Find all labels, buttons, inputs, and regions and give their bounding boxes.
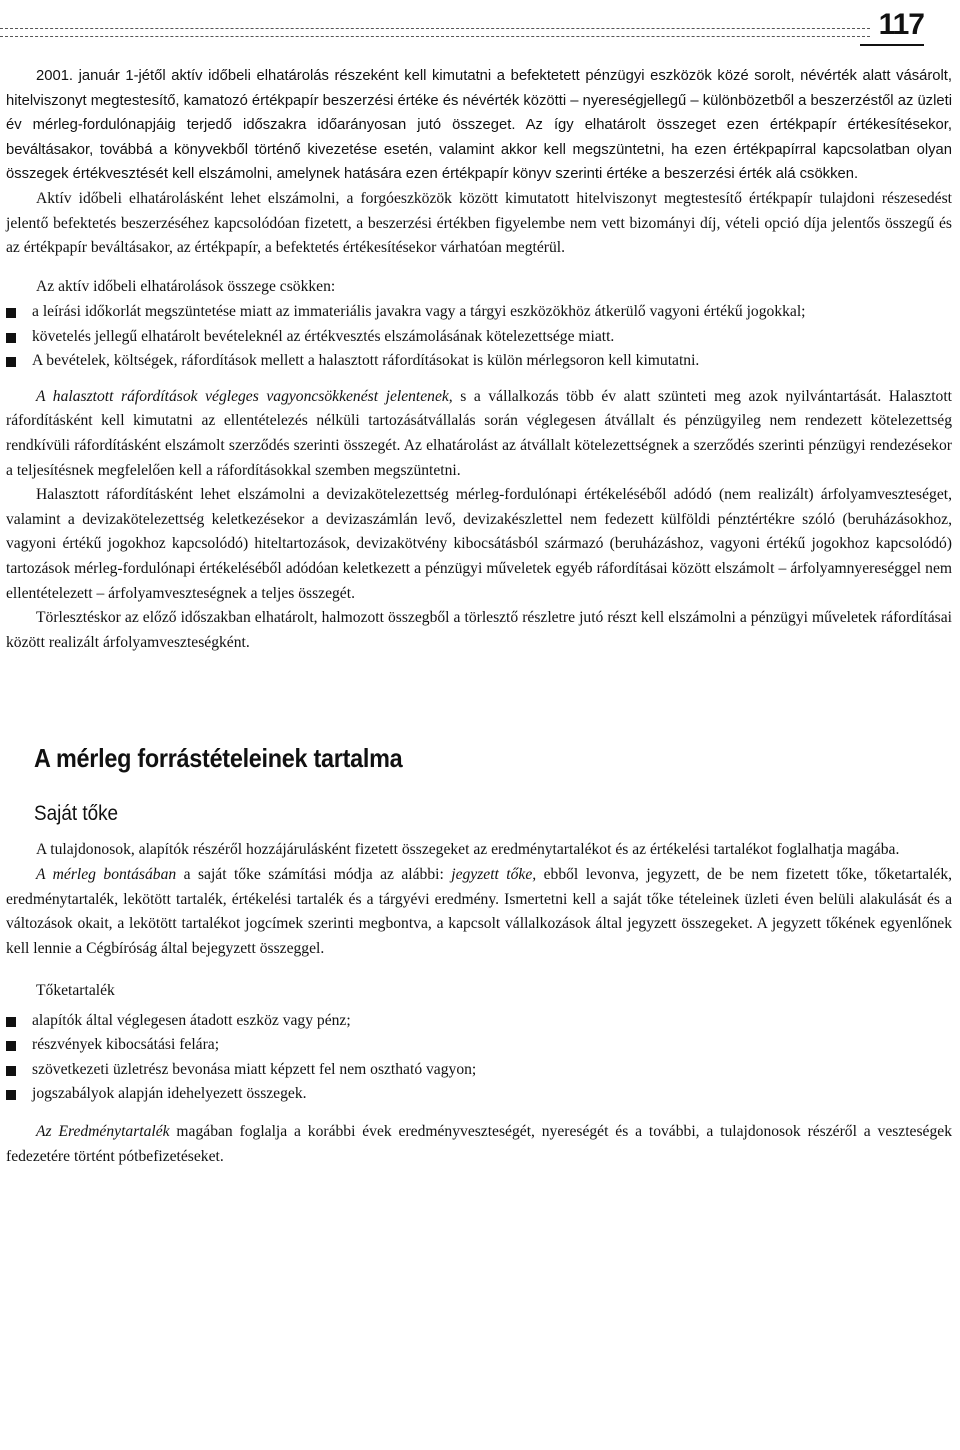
paragraph-text-cont: Az így elhatárolt összeget ezen értékpapír értékesítésekor, beváltásakor, továbbá a könyvekből történő kivezetése esetén, valamint akkor kell megszüntetni, ha ezen értékpapírral kapcsolatban olyan összegek értékvesztését kell elszámolni, amelynek hatására ezen értékpapír könyv szerinti értéke a beszerzési érték alá csökken. xyxy=(6,117,953,183)
paragraph-deferred-expenses: A halasztott ráfordítások végleges vagyoncsökkenést jelentenek, s a vállalkozás több év alatt szünteti meg azok nyilvántartását. Halasztott ráfordításként kell kimutatni az ellentételezés nélküli tartozásátvállalás során véglegesen átvállalt és pénzügyileg nem rendezett kötelezettség rendkívüli ráfordításként elszámolt szerződés szerinti összegét. Az elhatárolást az átvállalt kötelezettségnek a szerződés szerinti pénzügyi rendezésekor a teljesítésnek megfelelően kell a ráfordításokkal szemben megszüntetni. xyxy=(6,387,952,479)
header-rule-top xyxy=(0,28,870,29)
emphasis: A mérleg bontásában xyxy=(36,865,177,883)
bullet-square-icon xyxy=(6,357,16,367)
paragraph-equity-breakdown: A mérleg bontásában a saját tőke számítási módja az alábbi: jegyzett tőke, ebből levonva, jegyzett, de be nem fizetett tőke, tőketartalék, eredménytartalék, lekötött tartalék, értékelési tartalék és a tárgyévi eredmény. Ismertetni kell a saját tőke tételeinek üzleti éven belüli alakulását és a változások okait, a lekötött tartalékot jogcímek szerinti megbontva, a kapcsolt vállalkozások által jegyzett összegeket. A jegyzett tőkének egyenlőnek kell lennie a Cégbíróság által bejegyzett összeggel. xyxy=(6,865,953,957)
capital-reserve-list xyxy=(6,1010,952,1106)
bullet-square-icon xyxy=(6,1041,16,1051)
page-content xyxy=(6,64,952,1169)
paragraph-repayment: Törlesztéskor az előző időszakban elhatárolt, halmozott összegből a törlesztő részletre jutó részt kell elszámolni a pénzügyi műveletek ráfordításai között realizált árfolyamveszteségként. xyxy=(6,609,952,651)
header-rule-bottom xyxy=(0,36,870,37)
list-title: Tőketartalék xyxy=(36,982,115,1000)
list-item: a leírási időkorlát megszüntetése miatt az immateriális javakra vagy a tárgyi eszközökhöz átkerülő vagyoni értékű jogokkal; xyxy=(6,301,952,324)
paragraph-retained-earnings: Az Eredménytartalék magában foglalja a korábbi évek eredményveszteségét, nyereségét és a további, a tulajdonosok részéről a veszteségek fedezetére történt pótbefizetéseket. xyxy=(6,1122,952,1165)
page-number-underline xyxy=(860,44,924,46)
list-item: jogszabályok alapján idehelyezett összegek. xyxy=(6,1083,952,1106)
list-intro: Az aktív időbeli elhatárolások összege csökken: xyxy=(36,277,336,295)
bullet-square-icon xyxy=(6,333,16,343)
list-item: A bevételek, költségek, ráfordítások mellett a halasztott ráfordításokat is külön mérlegsoron kell kimutatni. xyxy=(6,350,952,373)
paragraph-equity-intro: A tulajdonosok, alapítók részéről hozzájárulásként fizetett összegeket az eredménytartalékot és az értékelési tartalékot foglalhatja magába. xyxy=(36,841,900,859)
decrease-list xyxy=(6,301,952,373)
list-item: követelés jellegű elhatárolt bevételeknél az értékvesztés elszámolásának kötelezettsége miatt. xyxy=(6,326,952,349)
paragraph-fx-loss: Halasztott ráfordításként lehet elszámolni a devizakötelezettség mérleg-fordulónapi értékeléséből adódó (nem realizált) árfolyamveszteséget, valamint a devizakötelezettség keletkezésekor a devizaszámlán levő, devizakészlettel nem fedezett külföldi pénztértékre szóló (beruházásokhoz, vagyoni értékű jogokhoz kapcsolódó) hiteltartozások, devizakötvény kibocsátásból származó (beruházáshoz, vagyoni értékű jogokhoz kapcsolódó) tartozások mérleg-fordulónapi értékeléséből adódóan keletkezett a pénzügyi műveletek egyéb ráfordításai között elszámolt – árfolyamnyereséggel nem ellentételezett – árfolyamveszteségnek a teljes összegét. xyxy=(6,486,952,602)
bullet-square-icon xyxy=(6,1017,16,1027)
bullet-square-icon xyxy=(6,308,16,318)
list-item: részvények kibocsátási felára; xyxy=(6,1034,952,1057)
bullet-square-icon xyxy=(6,1090,16,1100)
paragraph-active-accrual: Aktív időbeli elhatárolásként lehet elszámolni, a forgóeszközök között kimutatott hitelviszonyt megtestesítő értékpapír tulajdoni részesedést jelentő befektetés beszerzéséhez kapcsolódóan fizetett, a beszerzési értékben figyelembe nem vett bizományi díj, vételi opció díja jelentős összegű és az értékpapír beváltásakor, az értékpapír, a befektetés értékesítésekor várhatóan megtérül. xyxy=(6,189,952,257)
page-number: 117 xyxy=(878,8,924,41)
bullet-square-icon xyxy=(6,1066,16,1076)
paragraph-text: 2001. január 1-jétől aktív időbeli elhatárolás részeként kell kimutatni a befektetett pénzügyi eszközök közé sorolt, névérték alatt vásárolt, hitelviszonyt megtestesítő, kamatozó értékpapír beszerzési értéke és névérték közötti – nyereségjellegű – különbözetből a beszerzéstől az üzleti év mérleg-fordulónapjáig terjedő időszakra időarányosan jutó összeget. xyxy=(6,68,952,134)
emphasis: Az Eredménytartalék xyxy=(36,1122,170,1140)
paragraph-accrual-intro xyxy=(6,64,952,187)
list-item: szövetkezeti üzletrész bevonása miatt képzett fel nem osztható vagyon; xyxy=(6,1059,952,1082)
emphasis: A halasztott ráfordítások végleges vagyoncsökkenést jelentenek, xyxy=(36,387,453,405)
list-item: alapítók által véglegesen átadott eszköz vagy pénz; xyxy=(6,1010,952,1033)
section-subheading: Saját tőke xyxy=(34,802,119,826)
section-heading: A mérleg forrástételeinek tartalma xyxy=(34,743,403,774)
emphasis: jegyzett tőke, xyxy=(451,865,537,883)
